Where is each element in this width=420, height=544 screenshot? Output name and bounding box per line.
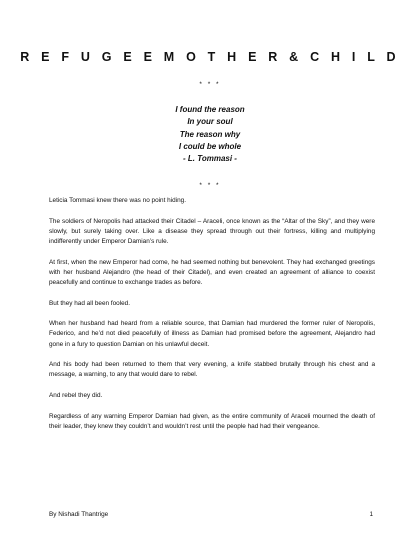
paragraph: But they had all been fooled. [49,299,131,307]
story-body [49,196,375,442]
paragraph: Leticia Tommasi knew there was no point hiding. [49,197,186,204]
poem-line: In your soul [187,117,233,127]
paragraph: Regardless of any warning Emperor Damian had given, as the entire community of Araceli mourned the death of their leader, they knew they couldn’t and wouldn’t rest until the people had had their vengeance. [49,412,375,430]
poem-line: I could be whole [178,141,242,151]
poem-epigraph [0,104,420,165]
separator-bottom: * * * [199,182,221,189]
poem-line: I found the reason [175,105,245,114]
paragraph: And rebel they did. [49,391,103,399]
page-footer [49,511,373,518]
paragraph: When her husband had heard from a reliable source, that Damian had murdered the former ruler of Neropolis, Federico, and he’d not died peacefully of illness as Damian had promised before the agreement, Alejandro had gone in a fury to question Damian on his unlawful deceit. [49,320,375,348]
separator-top: * * * [199,81,221,88]
poem-attribution: - L. Tommasi - [183,154,237,164]
document-title: R E F U G E E M O T H E R & C H I L D [20,50,400,64]
footer-author: By Nishadi Thantrige [49,511,109,518]
paragraph: At first, when the new Emperor had come, he had seemed nothing but benevolent. They had exchanged greetings with her husband Alejandro (the head of their Citadel), and even created an agreement of alliance to coexist peacefully and continue to exchange trades as before. [49,258,375,286]
paragraph: And his body had been returned to them that very evening, a knife stabbed brutally through his chest and a message, a warning, to any that would dare to rebel. [49,361,375,379]
page-number: 1 [369,511,373,518]
paragraph: The soldiers of Neropolis had attacked their Citadel – Araceli, once known as the “Altar of the Sky”, and they were slowly, but surely taking over. Like a disease they spread through out their fortress, killing and multiplying indifferently under Emperor Damian’s rule. [49,217,375,245]
poem-line: The reason why [179,129,241,139]
